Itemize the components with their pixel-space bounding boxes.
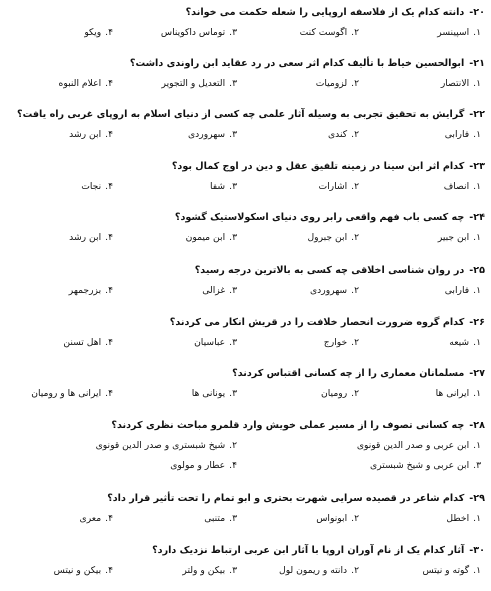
options-row (6, 77, 485, 91)
options-row (6, 564, 485, 578)
question-text: گرایش به تحقیق تجربی به وسیله آثار علمی چه کسی از دنیای اسلام به اروپای غربی راه یافت؟ (17, 109, 465, 120)
option-1[interactable]: ۱.اسپینسر (437, 27, 481, 38)
question-text: در روان شناسی اخلاقی چه کسی به بالاترین درجه رسید؟ (194, 265, 465, 276)
option-2[interactable]: ۲.شیخ شبستری و صدر الدین قونوی (95, 440, 237, 451)
option-1[interactable]: ۱.فارابی (444, 285, 481, 296)
question-number: ۲۸- (469, 420, 485, 431)
option-1[interactable]: ۱.ابن جبیر (437, 232, 481, 243)
options-row (6, 284, 485, 298)
option-3[interactable]: ۳.عباسیان (194, 337, 237, 348)
option-1[interactable]: ۱.ایرانی ها (435, 388, 481, 399)
option-4[interactable]: ۴.بزرجمهر (68, 285, 113, 296)
option-2[interactable]: ۲.لزومیات (315, 78, 359, 89)
option-1[interactable]: ۱.شیعه (449, 337, 481, 348)
question-stem (6, 367, 485, 381)
option-1[interactable]: ۱.الانتصار (440, 78, 481, 89)
options-row (6, 128, 485, 142)
option-3[interactable]: ۳.یونانی ها (191, 388, 237, 399)
question-number: ۲۵- (469, 265, 485, 276)
question-21 (6, 57, 485, 91)
option-3[interactable]: ۳.سهروردی (187, 129, 237, 140)
option-1[interactable]: ۱.فارابی (444, 129, 481, 140)
options-row (6, 512, 485, 526)
option-2[interactable]: ۲.ابونواس (316, 513, 359, 524)
question-30 (6, 544, 485, 578)
question-number: ۲۶- (469, 317, 485, 328)
question-24 (6, 211, 485, 245)
question-number: ۲۹- (469, 493, 485, 504)
question-27 (6, 367, 485, 401)
question-text: دانته کدام یک از فلاسفه اروپایی را شعله حکمت می خواند؟ (185, 7, 465, 18)
option-4[interactable]: ۴.معری (79, 513, 113, 524)
question-25 (6, 264, 485, 298)
option-3[interactable]: ۳.غزالی (202, 285, 237, 296)
question-text: ابوالحسین خیاط با تألیف کدام اثر سعی در رد عقاید ابن راوندی داشت؟ (129, 58, 465, 69)
question-stem (6, 264, 485, 278)
option-3[interactable]: ۳.شفا (209, 181, 237, 192)
options-row (6, 180, 485, 194)
question-text: چه کسانی تصوف را از مسیر عملی خویش وارد قلمرو مباحث نظری کردند؟ (111, 420, 465, 431)
option-4[interactable]: ۴.ویکو (84, 27, 113, 38)
question-28 (6, 419, 485, 475)
option-2[interactable]: ۲.سهروردی (309, 285, 359, 296)
question-stem (6, 211, 485, 225)
question-23 (6, 160, 485, 194)
option-1[interactable]: ۱.اخطل (446, 513, 481, 524)
option-3[interactable]: ۳.متنبی (204, 513, 237, 524)
question-stem (6, 544, 485, 558)
question-stem (6, 108, 485, 122)
question-20 (6, 6, 485, 40)
question-number: ۲۰- (469, 7, 485, 18)
option-2[interactable]: ۲.دانته و ریمون لول (279, 565, 359, 576)
question-text: کدام شاعر در قصیده سرایی شهرت بحتری و ابو تمام را تحت تأثیر قرار داد؟ (107, 493, 465, 504)
option-3[interactable]: ۳.بیکن و ولتر (182, 565, 237, 576)
question-number: ۲۷- (469, 368, 485, 379)
option-2[interactable]: ۲.اگوست کنت (299, 27, 359, 38)
option-4[interactable]: ۴.ایرانی ها و رومیان (31, 388, 113, 399)
options-row (6, 336, 485, 350)
option-2[interactable]: ۲.خوارج (323, 337, 359, 348)
option-1[interactable]: ۱.انصاف (443, 181, 481, 192)
options-grid (6, 439, 485, 475)
question-stem (6, 6, 485, 20)
options-row (6, 231, 485, 245)
options-row (6, 387, 485, 401)
question-text: آثار کدام یک از نام آوران اروپا با آثار ابن عربی ارتباط نزدیک دارد؟ (152, 545, 465, 556)
question-number: ۲۳- (469, 161, 485, 172)
option-4[interactable]: ۴.ابن رشد (69, 129, 113, 140)
option-4[interactable]: ۴.نجات (81, 181, 113, 192)
option-3[interactable]: ۳.توماس داکویناس (160, 27, 237, 38)
question-stem (6, 492, 485, 506)
option-4[interactable]: ۴.بیکن و نیتس (53, 565, 113, 576)
option-2[interactable]: ۲.رومیان (321, 388, 359, 399)
question-29 (6, 492, 485, 526)
question-stem (6, 57, 485, 71)
question-number: ۲۱- (469, 58, 485, 69)
question-text: چه کسی باب فهم واقعی رابر روی دنیای اسکولاستیک گشود؟ (174, 212, 465, 223)
question-text: مسلمانان معماری را از چه کسانی اقتباس کردند؟ (232, 368, 465, 379)
question-stem (6, 160, 485, 174)
option-1[interactable]: ۱.ابن عربی و صدر الدین قونوی (356, 440, 481, 451)
options-row (6, 26, 485, 40)
option-4[interactable]: ۴.عطار و مولوی (170, 460, 237, 471)
option-2[interactable]: ۲.ابن جبرول (307, 232, 359, 243)
question-26 (6, 316, 485, 350)
option-3[interactable]: ۳.التعدیل و التجویر (161, 78, 237, 89)
question-stem (6, 316, 485, 330)
question-22 (6, 108, 485, 142)
question-number: ۲۲- (469, 109, 485, 120)
question-stem (6, 419, 485, 433)
option-2[interactable]: ۲.کندی (327, 129, 359, 140)
option-2[interactable]: ۲.اشارات (318, 181, 359, 192)
question-number: ۳۰- (469, 545, 485, 556)
option-4[interactable]: ۴.اعلام النبوه (58, 78, 113, 89)
option-4[interactable]: ۴.اهل تسنن (63, 337, 113, 348)
option-3[interactable]: ۳.ابن عربی و شیخ شبستری (370, 460, 481, 471)
question-text: کدام گروه ضرورت انحصار خلافت را در قریش انکار می کردند؟ (169, 317, 465, 328)
option-4[interactable]: ۴.ابن رشد (69, 232, 113, 243)
option-1[interactable]: ۱.گوته و نیتس (422, 565, 481, 576)
question-text: کدام اثر ابن سینا در زمینه تلفیق عقل و دین در اوج کمال بود؟ (171, 161, 465, 172)
question-number: ۲۴- (469, 212, 485, 223)
option-3[interactable]: ۳.ابن میمون (185, 232, 237, 243)
